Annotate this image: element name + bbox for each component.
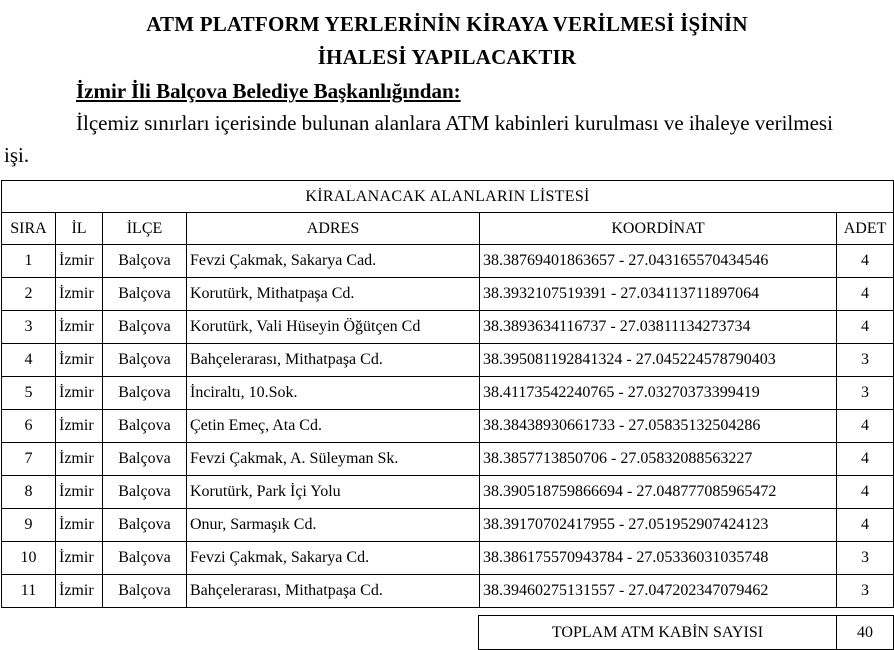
cell-koordinat: 38.38438930661733 - 27.05835132504286 [480, 410, 837, 443]
cell-sira: 2 [2, 278, 56, 311]
cell-sira: 1 [2, 245, 56, 278]
cell-sira: 8 [2, 476, 56, 509]
cell-il: İzmir [56, 278, 103, 311]
table-caption: KİRALANACAK ALANLARIN LİSTESİ [2, 181, 894, 213]
cell-adet: 4 [837, 410, 894, 443]
table-row [2, 245, 894, 278]
header-il: İL [56, 213, 103, 245]
total-label: TOPLAM ATM KABİN SAYISI [479, 616, 837, 650]
table-row [2, 476, 894, 509]
cell-koordinat: 38.41173542240765 - 27.03270373399419 [480, 377, 837, 410]
header-adres: ADRES [187, 213, 480, 245]
cell-adet: 4 [837, 476, 894, 509]
description-line-2: işi. [4, 143, 30, 167]
cell-adres: Korutürk, Mithatpaşa Cd. [187, 278, 480, 311]
cell-il: İzmir [56, 509, 103, 542]
cell-koordinat: 38.390518759866694 - 27.048777085965472 [480, 476, 837, 509]
cell-sira: 7 [2, 443, 56, 476]
issuer-heading: İzmir İli Balçova Belediye Başkanlığından: [76, 79, 461, 103]
cell-sira: 6 [2, 410, 56, 443]
cell-sira: 4 [2, 344, 56, 377]
total-row [479, 616, 894, 650]
cell-adres: Fevzi Çakmak, A. Süleyman Sk. [187, 443, 480, 476]
cell-il: İzmir [56, 344, 103, 377]
cell-il: İzmir [56, 245, 103, 278]
description-line-1: İlçemiz sınırları içerisinde bulunan alanlara ATM kabinleri kurulması ve ihaleye verilmesi [76, 111, 833, 135]
cell-adet: 3 [837, 575, 894, 608]
cell-koordinat: 38.386175570943784 - 27.05336031035748 [480, 542, 837, 575]
header-sira: SIRA [2, 213, 56, 245]
cell-adres: Korutürk, Vali Hüseyin Öğütçen Cd [187, 311, 480, 344]
cell-il: İzmir [56, 311, 103, 344]
cell-adet: 3 [837, 344, 894, 377]
cell-koordinat: 38.3932107519391 - 27.034113711897064 [480, 278, 837, 311]
cell-ilce: Balçova [103, 311, 187, 344]
table-row [2, 443, 894, 476]
cell-adres: Bahçelerarası, Mithatpaşa Cd. [187, 344, 480, 377]
cell-koordinat: 38.39460275131557 - 27.047202347079462 [480, 575, 837, 608]
cell-adres: Onur, Sarmaşık Cd. [187, 509, 480, 542]
cell-adres: Korutürk, Park İçi Yolu [187, 476, 480, 509]
cell-ilce: Balçova [103, 476, 187, 509]
cell-ilce: Balçova [103, 410, 187, 443]
table-caption-row [2, 181, 894, 213]
cell-sira: 3 [2, 311, 56, 344]
cell-koordinat: 38.3893634116737 - 27.03811134273734 [480, 311, 837, 344]
cell-il: İzmir [56, 377, 103, 410]
cell-il: İzmir [56, 476, 103, 509]
table-row [2, 575, 894, 608]
cell-ilce: Balçova [103, 278, 187, 311]
cell-il: İzmir [56, 410, 103, 443]
cell-ilce: Balçova [103, 575, 187, 608]
cell-adet: 3 [837, 542, 894, 575]
total-table [478, 615, 894, 650]
cell-koordinat: 38.39170702417955 - 27.051952907424123 [480, 509, 837, 542]
cell-ilce: Balçova [103, 377, 187, 410]
document-title-line-2: İHALESİ YAPILACAKTIR [317, 45, 577, 69]
cell-il: İzmir [56, 443, 103, 476]
cell-sira: 5 [2, 377, 56, 410]
cell-adet: 3 [837, 377, 894, 410]
cell-ilce: Balçova [103, 245, 187, 278]
cell-koordinat: 38.395081192841324 - 27.045224578790403 [480, 344, 837, 377]
cell-koordinat: 38.38769401863657 - 27.043165570434546 [480, 245, 837, 278]
cell-adres: Çetin Emeç, Ata Cd. [187, 410, 480, 443]
table-header-row [2, 213, 894, 245]
cell-adet: 4 [837, 311, 894, 344]
cell-adet: 4 [837, 509, 894, 542]
table-row [2, 311, 894, 344]
table-row [2, 278, 894, 311]
table-row [2, 377, 894, 410]
cell-adet: 4 [837, 278, 894, 311]
cell-sira: 9 [2, 509, 56, 542]
table-row [2, 410, 894, 443]
cell-il: İzmir [56, 542, 103, 575]
cell-adres: Fevzi Çakmak, Sakarya Cad. [187, 245, 480, 278]
rental-areas-table [1, 180, 894, 608]
cell-il: İzmir [56, 575, 103, 608]
table-row [2, 344, 894, 377]
total-value: 40 [837, 616, 894, 650]
cell-adres: Bahçelerarası, Mithatpaşa Cd. [187, 575, 480, 608]
header-koordinat: KOORDİNAT [480, 213, 837, 245]
table-row [2, 509, 894, 542]
cell-ilce: Balçova [103, 542, 187, 575]
cell-adet: 4 [837, 443, 894, 476]
cell-ilce: Balçova [103, 443, 187, 476]
cell-koordinat: 38.3857713850706 - 27.05832088563227 [480, 443, 837, 476]
table-row [2, 542, 894, 575]
cell-sira: 11 [2, 575, 56, 608]
cell-ilce: Balçova [103, 509, 187, 542]
cell-adres: İnciraltı, 10.Sok. [187, 377, 480, 410]
cell-adet: 4 [837, 245, 894, 278]
header-adet: ADET [837, 213, 894, 245]
header-ilce: İLÇE [103, 213, 187, 245]
cell-sira: 10 [2, 542, 56, 575]
document-title-line-1: ATM PLATFORM YERLERİNİN KİRAYA VERİLMESİ İŞİNİN [146, 12, 748, 36]
cell-adres: Fevzi Çakmak, Sakarya Cd. [187, 542, 480, 575]
cell-ilce: Balçova [103, 344, 187, 377]
